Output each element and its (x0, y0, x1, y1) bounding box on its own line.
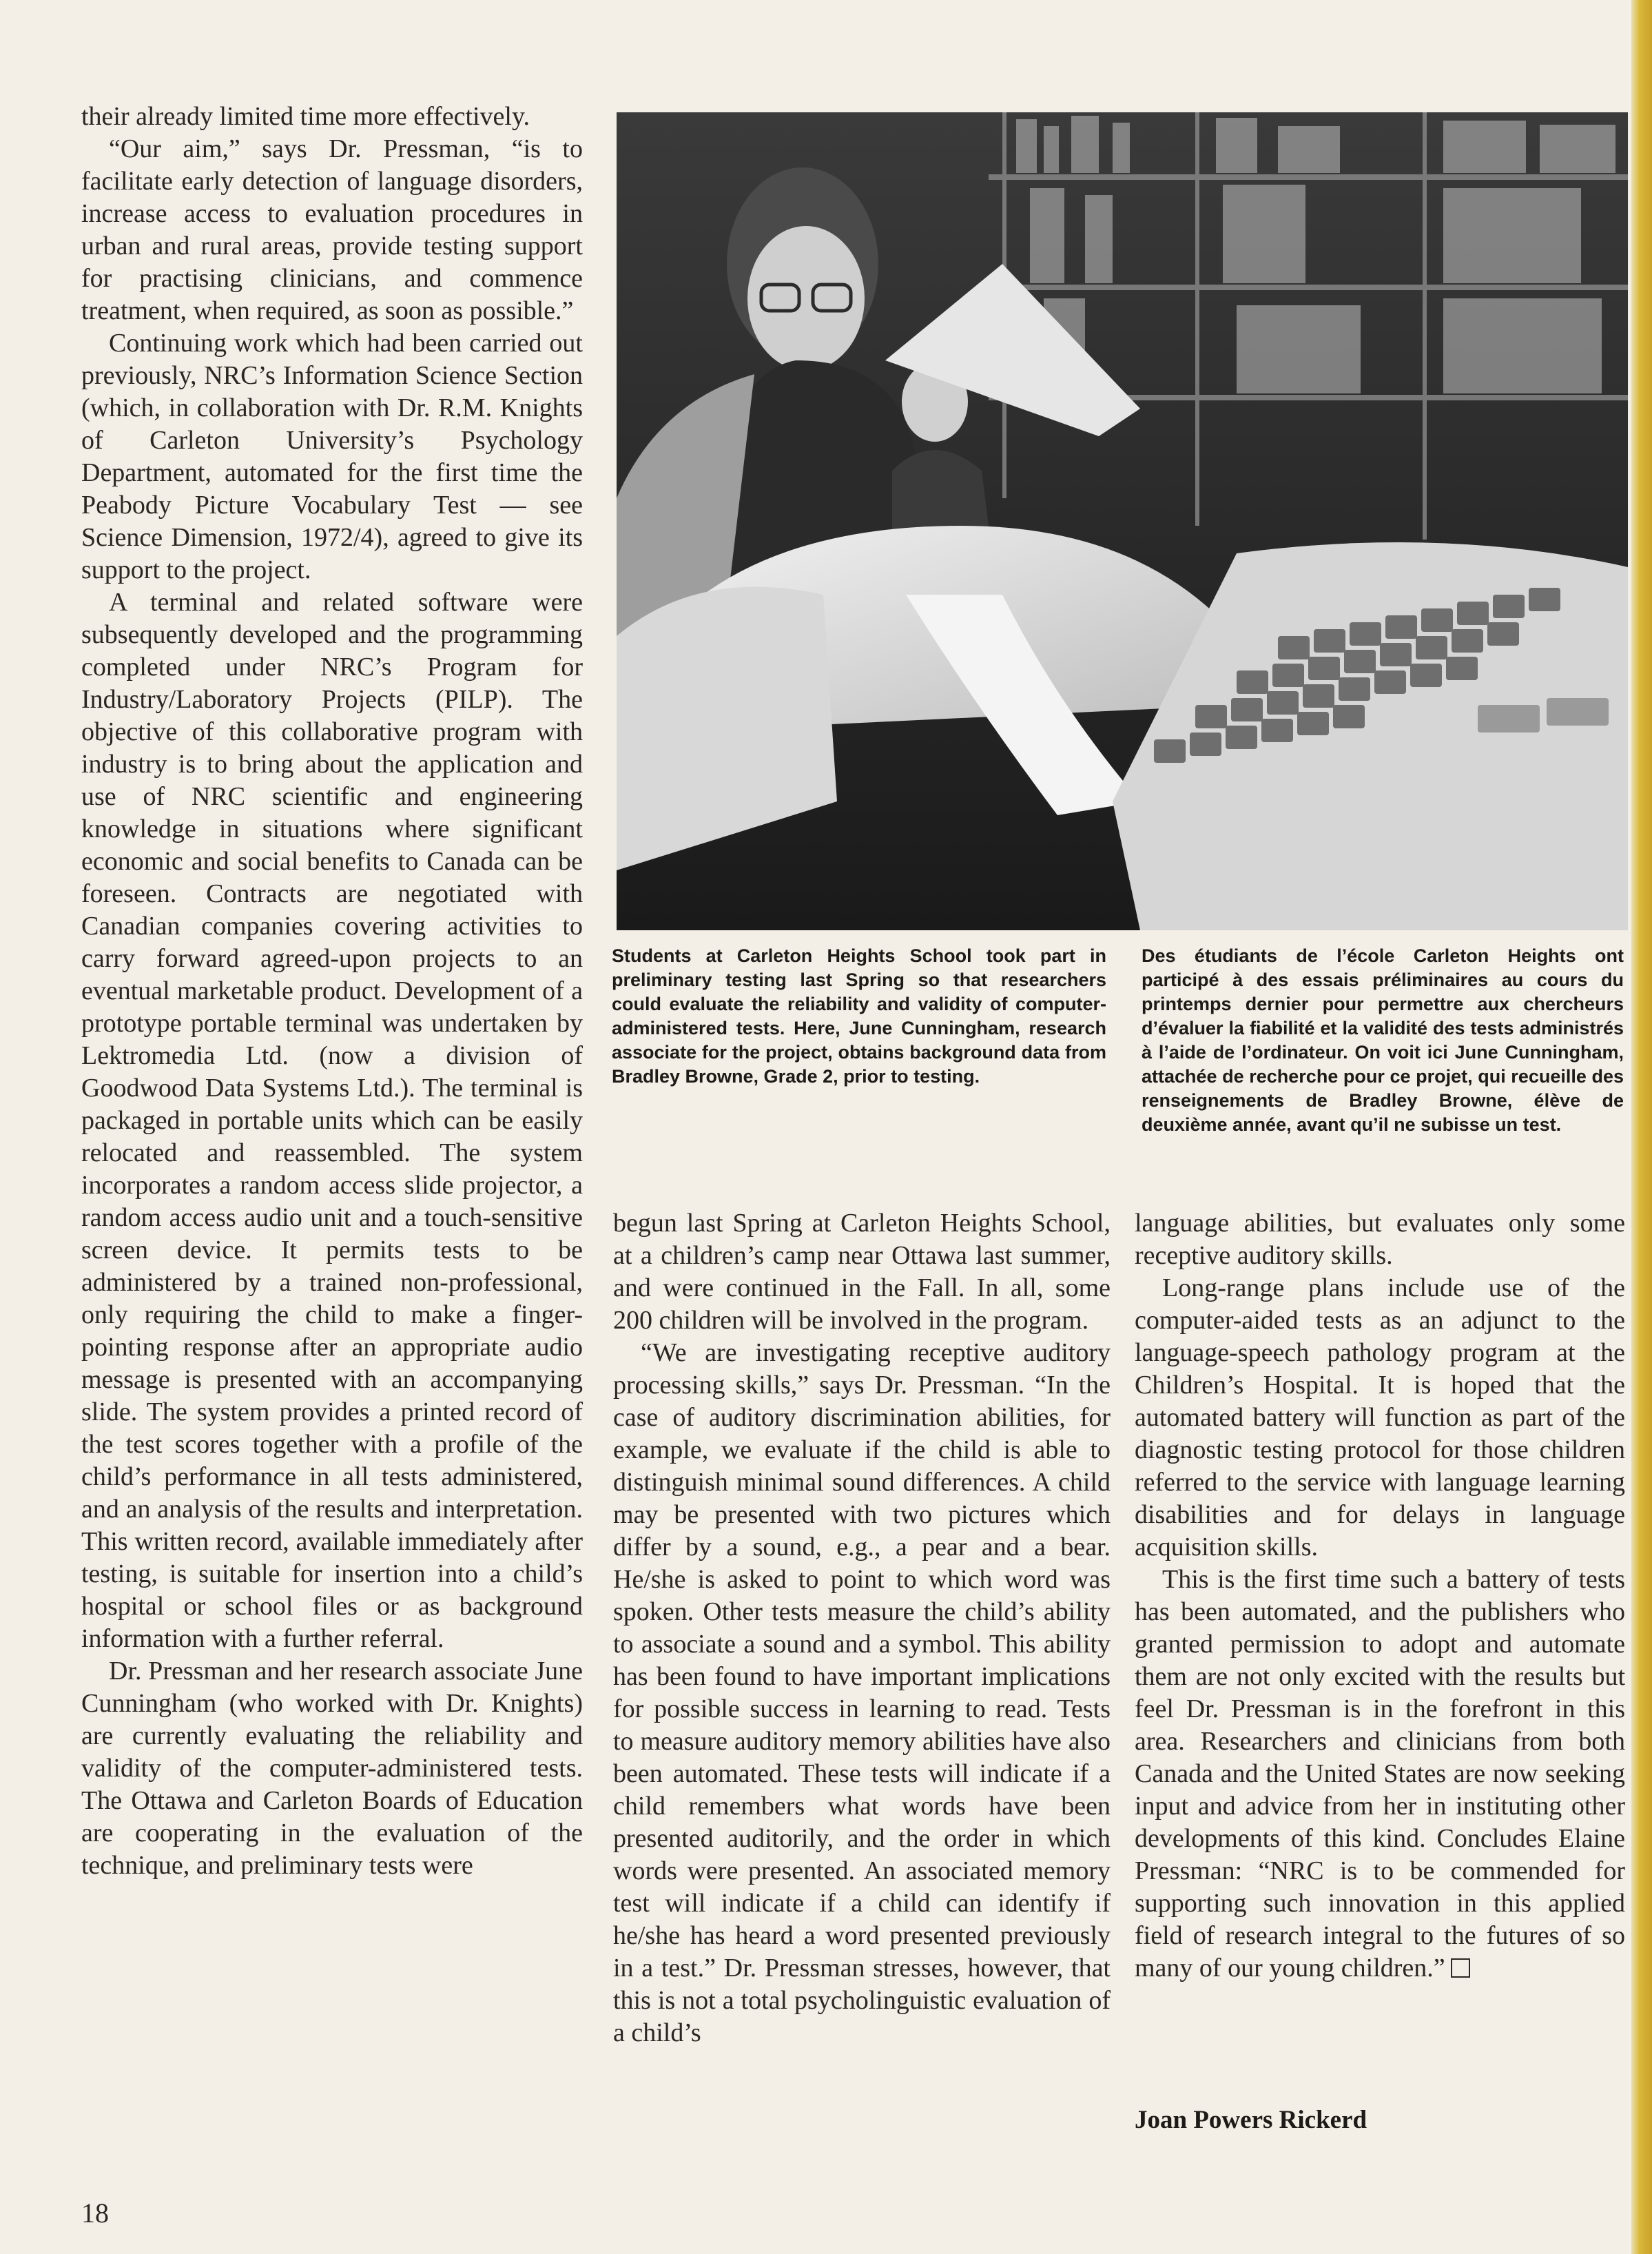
paragraph: Continuing work which had been carried out previously, NRC’s Information Science Section (which, in collaboration with Dr. R.M. Knights of Carleton University’s Psychology Department, automated for the first time the Peabody Picture Vocabulary Test — see Science Dimension, 1972/4), agreed to give its support to the project. (81, 329, 583, 584)
caption-text: Des étudiants de l’école Carleton Heights ont participé à des essais préliminaires au cours du printemps dernier pour permettre aux chercheurs d’évaluer la fiabilité et la validité des tests administrés à l’aide de l’ordinateur. On voit ici June Cunningham, attachée de recherche pour ce projet, qui recueille des renseignements de Bradley Browne, élève de deuxième année, avant qu’il ne subisse un test. (1142, 945, 1624, 1135)
paragraph: Long-range plans include use of the computer-aided tests as an adjunct to the language-speech pathology program at the Children’s Hospital. It is hoped that the automated battery will function as part of the diagnostic testing protocol for those children referred to the service with language learning disabilities and for delays in language acquisition skills. (1135, 1273, 1625, 1561)
paragraph: “Our aim,” says Dr. Pressman, “is to facilitate early detection of language disorders, increase access to evaluation procedures in urban and rural areas, provide testing support for practising clinicians, and commence treatment, when required, as soon as possible.” (81, 134, 583, 325)
photo-caption-french (1142, 944, 1624, 1137)
paragraph (1135, 1564, 1625, 1985)
paragraph: their already limited time more effectively. (81, 102, 530, 131)
photo-illustration (617, 112, 1628, 930)
paragraph: A terminal and related software were subsequently developed and the programming completed under NRC’s Program for Industry/Laboratory Projects (PILP). The objective of this collaborative program with industry is to bring about the application and use of NRC scientific and engineering knowledge in situations where significant economic and social benefits to Canada can be foreseen. Contracts are negotiated with Canadian companies covering activities to carry forward agreed-upon projects to an eventual marketable product. Development of a prototype portable terminal was undertaken by Lektromedia Ltd. (now a division of Goodwood Data Systems Ltd.). The terminal is packaged in portable units which can be easily relocated and reassembled. The system incorporates a random access slide projector, a random access audio unit and a touch-sensitive screen device. It permits tests to be administered by a trained non-professional, only requiring the child to make a finger-pointing response after an appropriate audio message is presented with an accompanying slide. The system provides a printed record of the test scores together with a profile of the child’s performance in all tests administered, and an analysis of the results and interpretation. This written record, available immediately after testing, is suitable for insertion into a child’s hospital or school files or as background information with a further referral. (81, 588, 583, 1653)
end-of-article-icon (1451, 1958, 1470, 1978)
photo-caption-english (612, 944, 1106, 1089)
paragraph: language abilities, but evaluates only some receptive auditory skills. (1135, 1209, 1625, 1270)
paragraph: Dr. Pressman and her research associate June Cunningham (who worked with Dr. Knights) are currently evaluating the reliability and validity of the computer-administered tests. The Ottawa and Carleton Boards of Education are cooperating in the evaluation of the technique, and preliminary tests were (81, 1657, 583, 1880)
paragraph-text: This is the first time such a battery of tests has been automated, and the publishers who granted permission to adopt and automate them are not only excited with the results but feel Dr. Pressman is in the forefront in this area. Researchers and clinicians from both Canada and the United States are now seeking input and advice from her in instituting other developments of this kind. Concludes Elaine Pressman: “NRC is to be commended for supporting such innovation in this applied field of research integral to the futures of so many of our young children.” (1135, 1565, 1625, 1983)
caption-text: Students at Carleton Heights School took part in preliminary testing last Spring so that researchers could evaluate the reliability and validity of computer-administered tests. Here, June Cunningham, research associate for the project, obtains background data from Bradley Browne, Grade 2, prior to testing. (612, 945, 1106, 1087)
page-number: 18 (81, 2197, 109, 2229)
article-column-2 (613, 1207, 1111, 2049)
article-column-3 (1135, 1207, 1625, 1985)
article-column-1 (81, 101, 583, 1882)
page-binding-edge (1631, 0, 1652, 2254)
paragraph: “We are investigating receptive auditory processing skills,” says Dr. Pressman. “In the case of auditory discrimination abilities, for example, we evaluate if the child is able to distinguish minimal sound differences. A child may be presented with two pictures which differ by a sound, e.g., a pear and a bear. He/she is asked to point to which word was spoken. Other tests measure the child’s ability to associate a sound and a symbol. This ability has been found to have important implications for possible success in learning to read. Tests to measure auditory memory abilities have also been automated. These tests will indicate if a child remembers what words have been presented auditorily, and the order in which words were presented. An associated memory test will indicate if a child can identify if he/she has heard a word presented previously in a test.” Dr. Pressman stresses, however, that this is not a total psycholinguistic evaluation of a child’s (613, 1338, 1111, 2047)
article-photo (617, 112, 1628, 930)
author-byline: Joan Powers Rickerd (1135, 2106, 1367, 2134)
paragraph: begun last Spring at Carleton Heights School, at a children’s camp near Ottawa last summer, and were continued in the Fall. In all, some 200 children will be involved in the program. (613, 1209, 1111, 1335)
